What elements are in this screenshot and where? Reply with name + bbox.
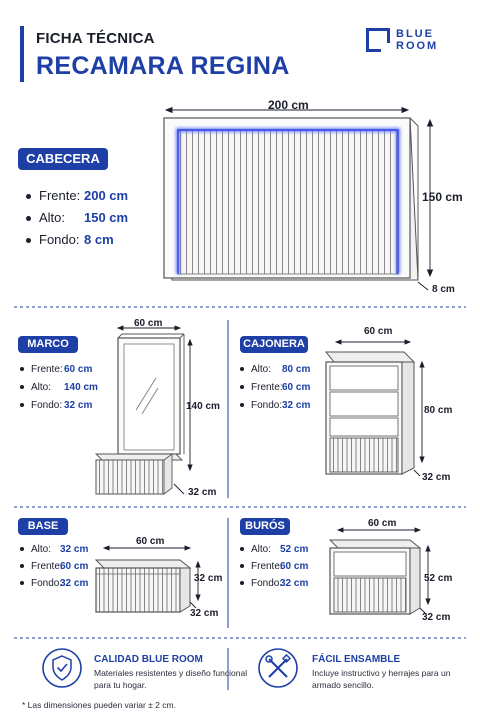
wrench-screwdriver-icon [259,649,297,687]
buros-spec-frente: Frente: 60 cm [240,561,283,572]
marco-dim-width: 60 cm [134,318,163,329]
cabecera-dim-width: 200 cm [268,98,309,112]
cajonera-spec-frente: Frente: 60 cm [240,382,283,393]
marco-dim-depth: 32 cm [188,487,217,498]
base-dim-width: 60 cm [136,536,165,547]
cabecera-dim-depth: 8 cm [432,284,455,295]
base-drawing [96,560,190,612]
cajonera-dim-height: 80 cm [424,405,453,416]
marco-dim-height: 140 cm [186,401,220,412]
cajonera-dim-depth: 32 cm [422,472,451,483]
dimensions-footnote: * Las dimensiones pueden variar ± 2 cm. [22,700,176,710]
assembly-title: FÁCIL ENSAMBLE [312,654,401,665]
cajonera-label: CAJONERA [240,336,308,353]
logo-line2: ROOM [396,40,439,52]
buros-dim-depth: 32 cm [422,612,451,623]
marco-spec-fondo: Fondo: 32 cm [20,400,62,411]
base-dim-height: 32 cm [194,573,223,584]
shield-check-icon [43,649,81,687]
base-spec-alto: Alto: 32 cm [20,544,51,555]
buros-spec-fondo: Fondo: 32 cm [240,578,282,589]
cabecera-label: CABECERA [18,148,108,170]
nightstand-drawing [330,540,420,614]
headboard-drawing [164,118,418,280]
page-subtitle: FICHA TÉCNICA [36,30,155,47]
marco-spec-frente: Frente: 60 cm [20,364,63,375]
base-spec-frente: Frente: 60 cm [20,561,63,572]
cajonera-dim-width: 60 cm [364,326,393,337]
buros-label: BURÓS [240,518,290,535]
cabecera-dim-height: 150 cm [422,190,463,204]
buros-dim-width: 60 cm [368,518,397,529]
marco-label: MARCO [18,336,78,353]
cajonera-spec-alto: Alto: 80 cm [240,364,271,375]
mirror-frame-drawing [96,334,184,494]
assembly-description: Incluye instructivo y herrajes para un armado sencillo. [312,668,451,690]
page-title: RECAMARA REGINA [36,52,290,80]
buros-dim-height: 52 cm [424,573,453,584]
marco-spec-alto: Alto: 140 cm [20,382,51,393]
base-label: BASE [18,518,68,535]
dresser-drawing [326,352,414,474]
cabecera-spec-alto: Alto: 150 cm [26,210,65,225]
buros-spec-alto: Alto: 52 cm [240,544,271,555]
quality-description: Materiales resistentes y diseño funcional para tu hogar. [94,668,248,690]
cabecera-spec-fondo: Fondo: 8 cm [26,232,79,247]
cajonera-spec-fondo: Fondo: 32 cm [240,400,282,411]
cabecera-spec-frente: Frente: 200 cm [26,188,80,203]
base-spec-fondo: Fondo: 32 cm [20,578,62,589]
base-dim-depth: 32 cm [190,608,219,619]
logo-line1: BLUE [396,28,434,40]
quality-title: CALIDAD BLUE ROOM [94,654,203,665]
